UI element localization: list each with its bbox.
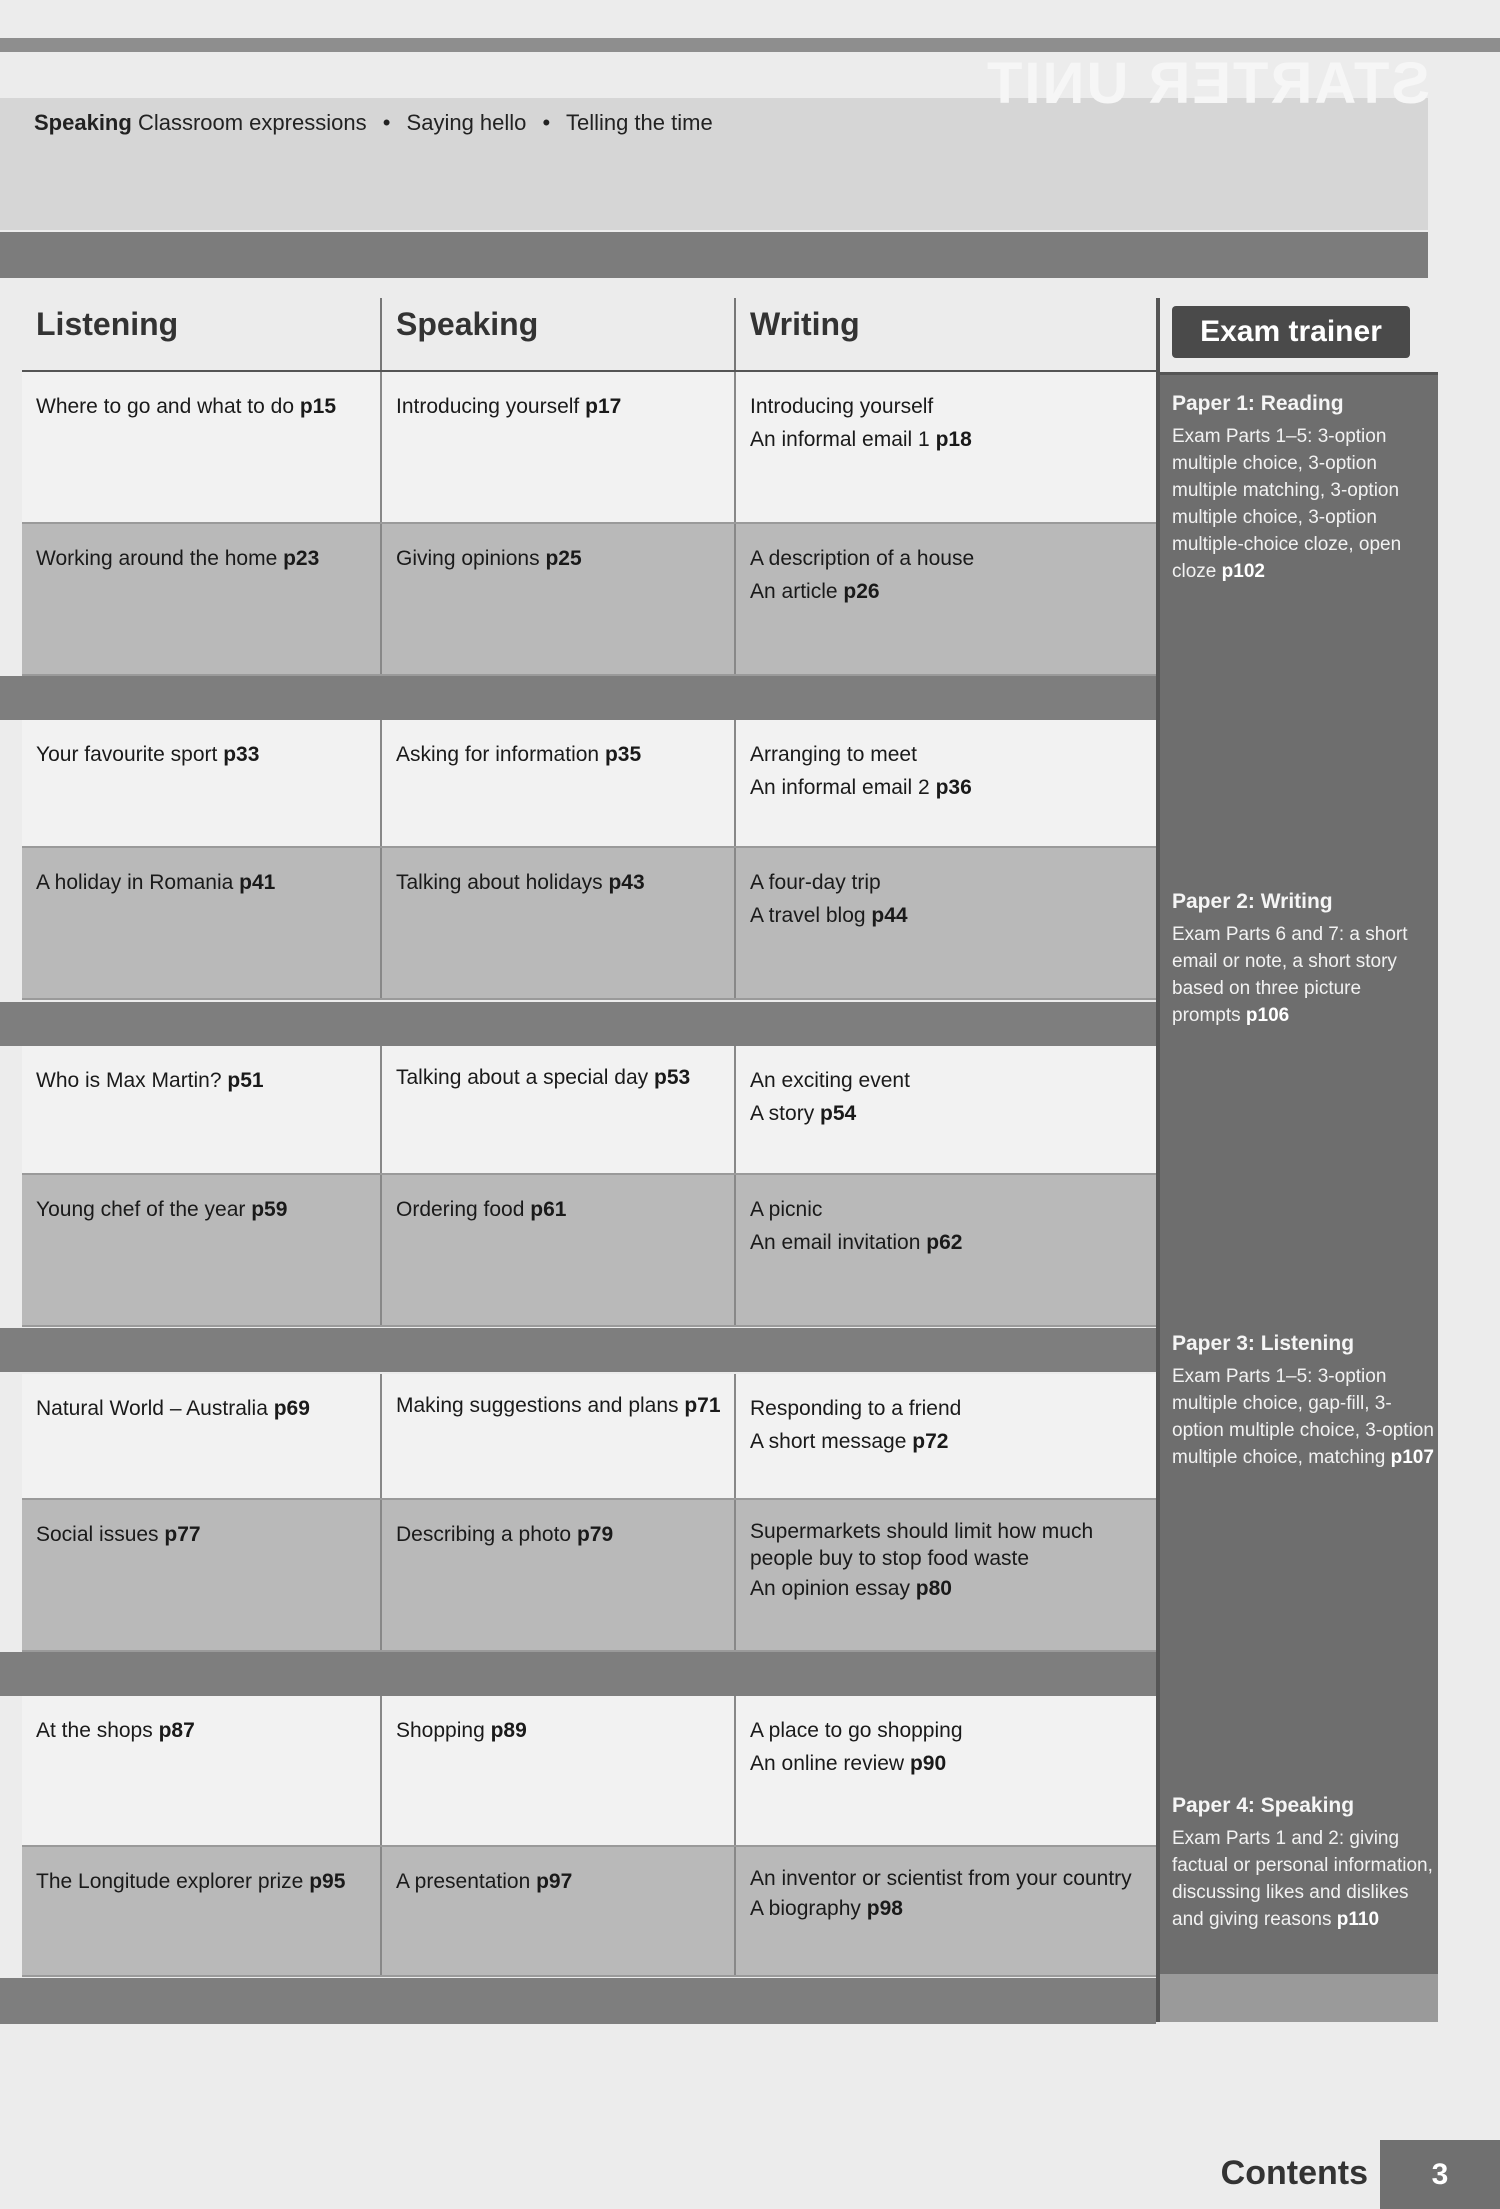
listening-page: p87 xyxy=(158,1719,195,1742)
speaking-cell xyxy=(382,372,736,522)
listening-cell xyxy=(22,372,382,522)
listening-page: p41 xyxy=(239,871,276,894)
contents-row xyxy=(22,1374,1156,1500)
writing-page: p44 xyxy=(871,904,908,927)
listening-cell xyxy=(22,848,382,998)
unit-divider-band xyxy=(0,676,1156,720)
speaking-cell xyxy=(382,1175,736,1325)
writing-page: p80 xyxy=(915,1577,952,1600)
paper-description: Exam Parts 1–5: 3-option multiple choice, gap-fill, 3-option multiple choice, 3-option multiple choice, matching xyxy=(1172,1366,1434,1468)
writing-task xyxy=(750,1572,1144,1605)
listening-topic: Who is Max Martin? xyxy=(36,1069,222,1092)
speaking-topic xyxy=(396,1392,722,1419)
separator-dot: • xyxy=(542,110,551,135)
footer-page-number: 3 xyxy=(1380,2140,1500,2209)
writing-topic: A picnic xyxy=(750,1198,823,1221)
writing-cell xyxy=(736,372,1156,522)
writing-page: p54 xyxy=(820,1102,857,1125)
writing-task-text: An online review xyxy=(750,1752,905,1775)
writing-page: p26 xyxy=(843,580,880,603)
contents-row xyxy=(22,848,1156,1000)
starter-unit-title-mirrored: STARTER UNIT xyxy=(984,51,1430,116)
listening-cell xyxy=(22,1847,382,1975)
speaking-topic xyxy=(396,871,645,894)
writing-topic: A four-day trip xyxy=(750,871,881,894)
footer-contents-label: Contents xyxy=(1220,2154,1368,2192)
listening-topic: Natural World – Australia xyxy=(36,1397,268,1420)
writing-page: p72 xyxy=(912,1430,949,1453)
listening-cell xyxy=(22,1374,382,1498)
listening-page: p51 xyxy=(227,1069,264,1092)
speaking-page: p25 xyxy=(545,547,582,570)
writing-page: p62 xyxy=(926,1231,963,1254)
paper-heading: Paper 2: Writing xyxy=(1172,890,1333,913)
listening-cell xyxy=(22,1175,382,1325)
speaking-page: p53 xyxy=(654,1066,691,1089)
listening-cell xyxy=(22,1500,382,1650)
speaking-topic xyxy=(396,395,621,418)
paper-page: p102 xyxy=(1221,561,1265,582)
speaking-page: p17 xyxy=(585,395,622,418)
exam-trainer-header xyxy=(1160,298,1438,375)
writing-cell xyxy=(736,1374,1156,1498)
paper-description: Exam Parts 6 and 7: a short email or note, a short story based on three picture prompts xyxy=(1172,924,1408,1026)
paper-heading: Paper 4: Speaking xyxy=(1172,1794,1355,1817)
speaking-topic-text: Introducing yourself xyxy=(396,395,580,418)
writing-cell xyxy=(736,1696,1156,1845)
contents-row xyxy=(22,1175,1156,1327)
speaking-cell xyxy=(382,720,736,846)
column-header-listening: Listening xyxy=(22,298,382,372)
contents-row xyxy=(22,1046,1156,1175)
speaking-topic xyxy=(396,1198,566,1221)
writing-topic: Responding to a friend xyxy=(750,1397,962,1420)
speaking-page: p43 xyxy=(608,871,645,894)
listening-topic: The Longitude explorer prize xyxy=(36,1870,304,1893)
speaking-cell xyxy=(382,1046,736,1173)
listening-cell xyxy=(22,524,382,674)
writing-task-text: A short message xyxy=(750,1430,907,1453)
listening-cell xyxy=(22,1046,382,1173)
listening-page: p15 xyxy=(299,395,337,418)
contents-row xyxy=(22,372,1156,524)
writing-task-text: An email invitation xyxy=(750,1231,921,1254)
writing-cell xyxy=(736,524,1156,674)
paper-speaking xyxy=(1172,1792,1434,1933)
starter-item-1: Classroom expressions xyxy=(137,110,367,135)
unit-divider-band xyxy=(0,1652,1156,1696)
listening-topic: Working around the home xyxy=(36,547,278,570)
writing-page: p90 xyxy=(909,1752,947,1775)
listening-topic: Where to go and what to do xyxy=(36,395,294,418)
paper-description: Exam Parts 1 and 2: giving factual or personal information, discussing likes and dislikes and giving reasons xyxy=(1172,1828,1433,1930)
listening-topic: A holiday in Romania xyxy=(36,871,234,894)
paper-writing xyxy=(1172,888,1434,1029)
starter-speaking-label: Speaking xyxy=(34,110,132,135)
unit-band xyxy=(0,232,1428,278)
starter-item-2: Saying hello xyxy=(406,110,527,135)
speaking-topic-text: Talking about holidays xyxy=(396,871,603,894)
speaking-cell xyxy=(382,1374,736,1498)
paper-page: p107 xyxy=(1390,1447,1434,1468)
writing-cell xyxy=(736,1046,1156,1173)
writing-topic: A description of a house xyxy=(750,547,975,570)
writing-topic: Supermarkets should limit how much people buy to stop food waste xyxy=(750,1520,1094,1570)
writing-task-text: A travel blog xyxy=(750,904,866,927)
speaking-topic-text: Talking about a special day xyxy=(396,1066,649,1089)
writing-cell xyxy=(736,1175,1156,1325)
writing-cell xyxy=(736,1500,1156,1650)
separator-dot: • xyxy=(382,110,391,135)
exam-trainer-footer-band xyxy=(1160,1974,1438,2022)
speaking-topic-text: Shopping xyxy=(396,1719,485,1742)
writing-topic: Arranging to meet xyxy=(750,743,917,766)
listening-topic: Social issues xyxy=(36,1523,159,1546)
writing-topic: Introducing yourself xyxy=(750,395,934,418)
writing-task-text: An article xyxy=(750,580,838,603)
writing-cell xyxy=(736,720,1156,846)
writing-task-text: A biography xyxy=(750,1897,861,1920)
contents-row xyxy=(22,1500,1156,1652)
speaking-topic xyxy=(396,743,641,766)
paper-listening xyxy=(1172,1330,1434,1471)
writing-task xyxy=(750,1892,1144,1925)
listening-page: p59 xyxy=(251,1198,288,1221)
speaking-topic-text: Giving opinions xyxy=(396,547,540,570)
paper-page: p110 xyxy=(1336,1909,1380,1930)
column-header-writing: Writing xyxy=(750,306,860,342)
speaking-topic xyxy=(396,1523,613,1546)
writing-task xyxy=(750,575,1144,608)
speaking-topic-text: Asking for information xyxy=(396,743,600,766)
contents-row xyxy=(22,720,1156,848)
speaking-cell xyxy=(382,1847,736,1975)
writing-task-text: An opinion essay xyxy=(750,1577,910,1600)
speaking-page: p71 xyxy=(684,1394,721,1417)
speaking-page: p35 xyxy=(604,743,642,766)
speaking-page: p61 xyxy=(530,1198,567,1221)
listening-topic: At the shops xyxy=(36,1719,153,1742)
writing-task-text: A story xyxy=(750,1102,815,1125)
contents-row xyxy=(22,1696,1156,1847)
paper-heading: Paper 1: Reading xyxy=(1172,392,1344,415)
listening-page: p33 xyxy=(223,743,260,766)
starter-item-3: Telling the time xyxy=(565,110,713,135)
exam-trainer-panel xyxy=(1156,298,1438,2022)
listening-page: p95 xyxy=(309,1870,346,1893)
listening-topic: Young chef of the year xyxy=(36,1198,246,1221)
writing-cell xyxy=(736,1847,1156,1975)
speaking-page: p79 xyxy=(576,1523,614,1546)
paper-page: p106 xyxy=(1245,1005,1290,1026)
unit-divider-band xyxy=(0,1002,1156,1046)
writing-page: p98 xyxy=(866,1897,903,1920)
paper-heading: Paper 3: Listening xyxy=(1172,1332,1355,1355)
speaking-topic-text: Ordering food xyxy=(396,1198,525,1221)
contents-row xyxy=(22,1847,1156,1977)
contents-row xyxy=(22,524,1156,676)
speaking-topic xyxy=(396,1064,722,1091)
speaking-topic-text: Describing a photo xyxy=(396,1523,572,1546)
speaking-topic-text: A presentation xyxy=(396,1870,531,1893)
speaking-topic xyxy=(396,1870,572,1893)
paper-description: Exam Parts 1–5: 3-option multiple choice, 3-option multiple matching, 3-option multiple choice, 3-option multiple-choice cloze, open cloze xyxy=(1172,426,1402,582)
listening-cell xyxy=(22,720,382,846)
speaking-cell xyxy=(382,524,736,674)
writing-topic: A place to go shopping xyxy=(750,1719,963,1742)
writing-task xyxy=(750,1747,1144,1780)
column-header-speaking: Speaking xyxy=(382,298,736,372)
speaking-page: p97 xyxy=(536,1870,573,1893)
listening-page: p23 xyxy=(283,547,320,570)
writing-task xyxy=(750,899,1144,932)
writing-task-text: An informal email 2 xyxy=(750,776,930,799)
writing-task xyxy=(750,423,1144,456)
writing-task xyxy=(750,771,1144,804)
writing-task xyxy=(750,1425,1144,1458)
listening-page: p69 xyxy=(273,1397,310,1420)
writing-cell xyxy=(736,848,1156,998)
starter-speaking-line xyxy=(34,110,713,136)
unit-divider-band xyxy=(0,1978,1156,2024)
speaking-page: p89 xyxy=(490,1719,527,1742)
writing-page: p18 xyxy=(935,428,972,451)
listening-topic: Your favourite sport xyxy=(36,743,218,766)
paper-reading xyxy=(1172,390,1434,585)
speaking-cell xyxy=(382,848,736,998)
writing-topic: An exciting event xyxy=(750,1069,910,1092)
speaking-cell xyxy=(382,1500,736,1650)
writing-topic: An inventor or scientist from your country xyxy=(750,1867,1132,1890)
writing-task xyxy=(750,1097,1144,1130)
listening-cell xyxy=(22,1696,382,1845)
listening-page: p77 xyxy=(164,1523,201,1546)
speaking-cell xyxy=(382,1696,736,1845)
speaking-topic xyxy=(396,547,582,570)
speaking-topic xyxy=(396,1719,527,1742)
writing-task-text: An informal email 1 xyxy=(750,428,930,451)
speaking-topic-text: Making suggestions and plans xyxy=(396,1394,679,1417)
exam-trainer-title: Exam trainer xyxy=(1172,306,1410,358)
writing-task xyxy=(750,1226,1144,1259)
unit-divider-band xyxy=(0,1328,1156,1372)
writing-page: p36 xyxy=(935,776,972,799)
